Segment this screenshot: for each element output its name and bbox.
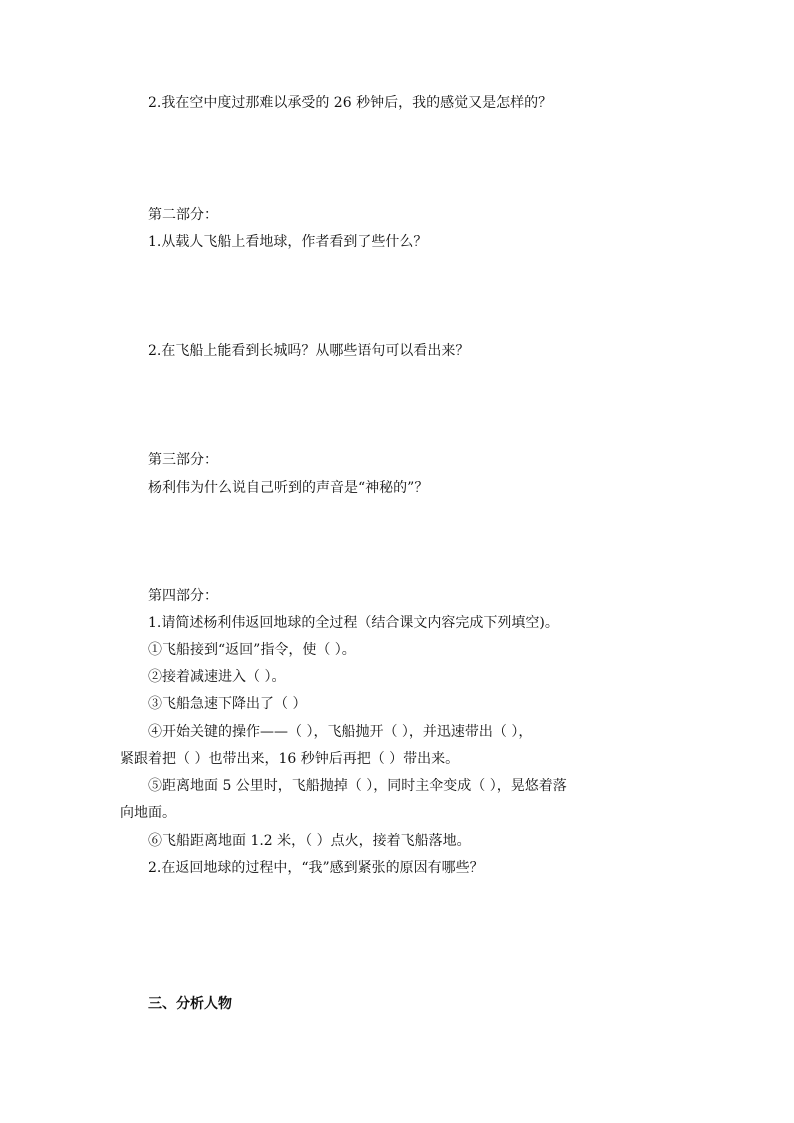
heading-part-three: 第三部分： [148,452,218,468]
question-part2-q1: 1.从载人飞船上看地球，作者看到了些什么？ [148,234,428,250]
question-part4-q2: 2.在返回地球的过程中，“我”感到紧张的原因有哪些？ [148,860,484,876]
fill-item-4-line1: ④开始关键的操作——（ ），飞船抛开（ ），并迅速带出（ ）， [148,724,533,740]
fill-item-1: ①飞船接到“返回”指令，使（ ）。 [148,642,356,658]
fill-item-3: ③飞船急速下降出了（ ） [148,696,307,712]
question-part2-q2: 2.在飞船上能看到长城吗？从哪些语句可以看出来？ [148,343,470,359]
fill-item-5-line2: 向地面。 [120,805,176,821]
heading-part-four: 第四部分： [148,588,218,604]
fill-item-5-line1: ⑤距离地面 5 公里时，飞船抛掉（ ），同时主伞变成（ ），晃悠着落 [148,778,567,794]
heading-analyze-character: 三、分析人物 [148,996,232,1012]
question-part4-q1: 1.请简述杨利伟返回地球的全过程（结合课文内容完成下列填空)。 [148,615,559,631]
fill-item-4-line2: 紧跟着把（ ）也带出来，16 秒钟后再把（ ）带出来。 [120,751,460,767]
fill-item-2: ②接着减速进入（ ）。 [148,669,286,685]
question-part1-q2: 2.我在空中度过那难以承受的 26 秒钟后，我的感觉又是怎样的？ [148,95,553,111]
heading-part-two: 第二部分： [148,207,218,223]
question-part3-q1: 杨利伟为什么说自己听到的声音是“神秘的”？ [148,480,429,496]
fill-item-6: ⑥飞船距离地面 1.2 米，（ ）点火，接着飞船落地。 [148,833,471,849]
